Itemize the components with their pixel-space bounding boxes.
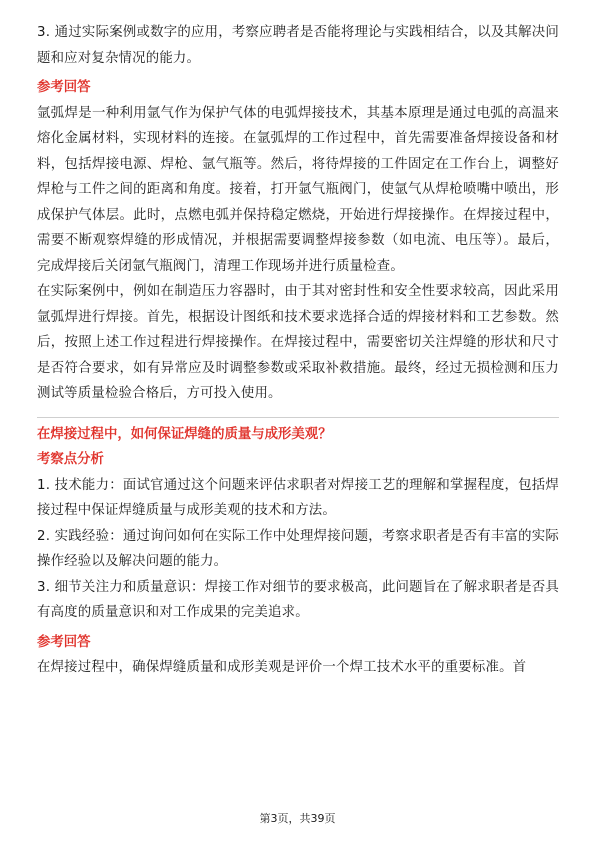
analysis-point-3: 3. 细节关注力和质量意识：焊接工作对细节的要求极高，此问题旨在了解求职者是否具有高度的质量意识和对工作成果的完美追求。	[37, 579, 559, 620]
page-number: 第3页，共39页	[259, 812, 336, 825]
answer-paragraph: 在实际案例中，例如在制造压力容器时，由于其对密封性和安全性要求较高，因此采用氩弧焊进行焊接。首先，根据设计图纸和技术要求选择合适的焊接材料和工艺参数。然后，按照上述工作过程进行焊接操作。在焊接过程中，需要密切关注焊缝的形状和尺寸是否符合要求，如有异常应及时调整参数或采取补救措施。最终，经过无损检测和压力测试等质量检验合格后，方可投入使用。	[37, 284, 559, 401]
reference-answer-heading: 参考回答	[37, 634, 91, 650]
analysis-point-2: 2. 实践经验：通过询问如何在实际工作中处理焊接问题，考察求职者是否有丰富的实际操作经验以及解决问题的能力。	[37, 528, 559, 569]
document-page	[37, 20, 559, 681]
answer-paragraph: 在焊接过程中，确保焊缝质量和成形美观是评价一个焊工技术水平的重要标准。首	[37, 660, 527, 675]
question-heading: 在焊接过程中，如何保证焊缝的质量与成形美观？	[37, 426, 332, 442]
section-divider	[37, 417, 559, 418]
reference-answer-heading: 参考回答	[37, 80, 91, 95]
answer-paragraph: 氩弧焊是一种利用氩气作为保护气体的电弧焊接技术，其基本原理是通过电弧的高温来熔化金属材料，实现材料的连接。在氩弧焊的工作过程中，首先需要准备焊接设备和材料，包括焊接电源、焊枪、氩气瓶等。然后，将待焊接的工件固定在工作台上，调整好焊枪与工件之间的距离和角度。接着，打开氩气瓶阀门，使氩气从焊枪喷嘴中喷出，形成保护气体层。此时，点燃电弧并保持稳定燃烧，开始进行焊接操作。在焊接过程中，需要不断观察焊缝的形成情况，并根据需要调整焊接参数（如电流、电压等）。最后，完成焊接后关闭氩气瓶阀门，清理工作现场并进行质量检查。	[37, 105, 559, 274]
analysis-heading: 考察点分析	[37, 452, 104, 467]
analysis-point-3: 3. 通过实际案例或数字的应用，考察应聘者是否能将理论与实践相结合，以及其解决问题和应对复杂情况的能力。	[37, 25, 559, 66]
analysis-point-1: 1. 技术能力：面试官通过这个问题来评估求职者对焊接工艺的理解和掌握程度，包括焊接过程中保证焊缝质量与成形美观的技术和方法。	[37, 477, 559, 518]
